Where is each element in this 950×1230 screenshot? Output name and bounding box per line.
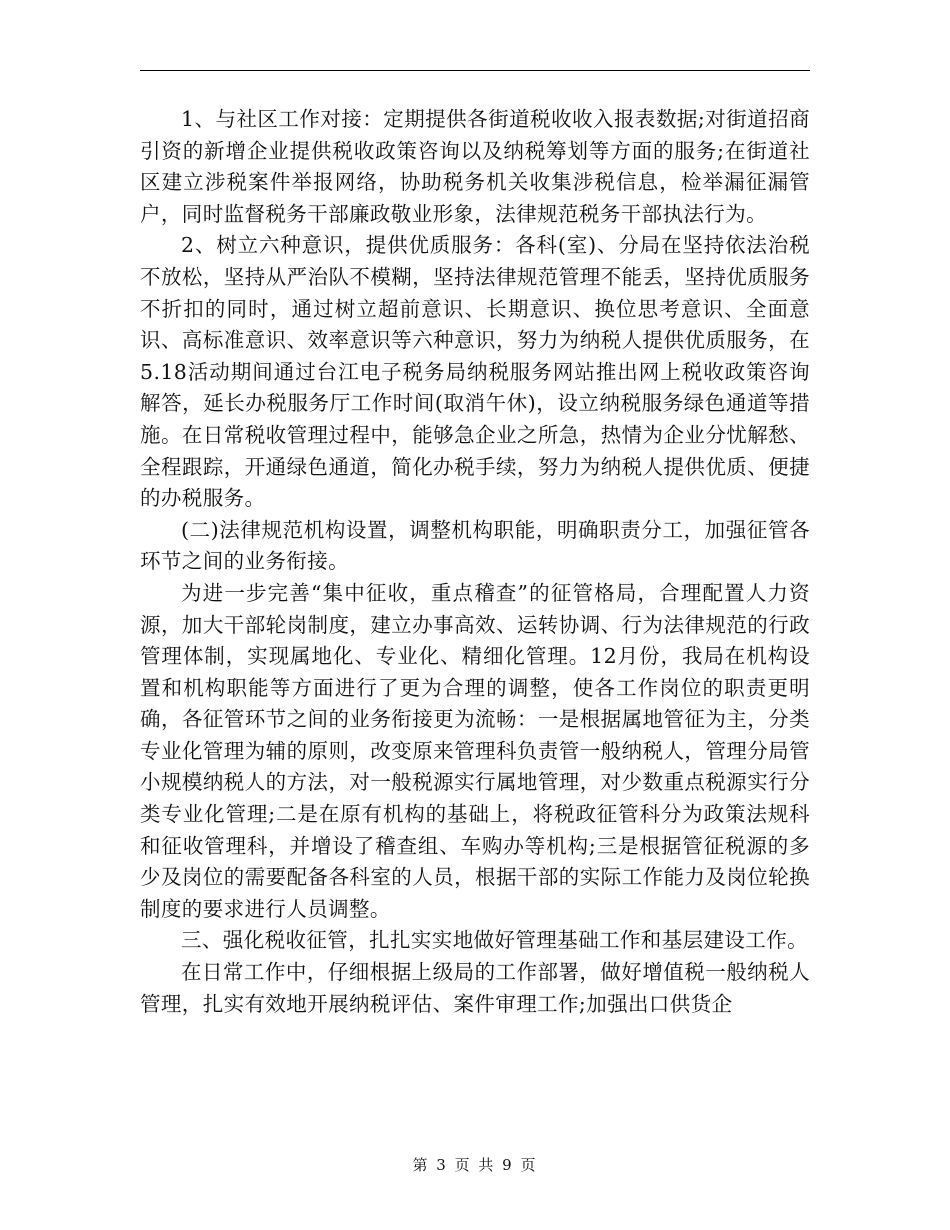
paragraph-section-three-heading: 三、强化税收征管，扎扎实实地做好管理基础工作和基层建设工作。 <box>181 928 808 953</box>
paragraph-community-liaison: 1、与社区工作对接：定期提供各街道税收收入报表数据;对街道招商引资的新增企业提供税收政策咨询以及纳税筹划等方面的服务;在街道社区建立涉税案件举报网络，协助税务机关收集涉税信息，检举漏征漏管户，同时监督税务干部廉政敬业形象，法律规范税务干部执法行为。 <box>140 107 810 226</box>
paragraph-section-two-heading: (二)法律规范机构设置，调整机构职能，明确职责分工，加强征管各环节之间的业务衔接。 <box>140 517 810 574</box>
header-rule <box>140 70 810 71</box>
paragraph-institution-adjustment: 为进一步完善“集中征收，重点稽查”的征管格局，合理配置人力资源，加大干部轮岗制度，建立办事高效、运转协调、行为法律规范的行政管理体制，实现属地化、专业化、精细化管理。12月份，我局在机构设置和机构职能等方面进行了更为合理的调整，使各工作岗位的职责更明确，各征管环节之间的业务衔接更为流畅：一是根据属地管征为主，分类专业化管理为辅的原则，改变原来管理科负责管一般纳税人，管理分局管小规模纳税人的方法，对一般税源实行属地管理，对少数重点税源实行分类专业化管理;二是在原有机构的基础上，将税政征管科分为政策法规科和征收管理科，并增设了稽查组、车购办等机构;三是根据管征税源的多少及岗位的需要配备各科室的人员，根据干部的实际工作能力及岗位轮换制度的要求进行人员调整。 <box>140 580 810 921</box>
document-body <box>140 104 810 1020</box>
paragraph-daily-work: 在日常工作中，仔细根据上级局的工作部署，做好增值税一般纳税人管理，扎实有效地开展纳税评估、案件审理工作;加强出口供货企 <box>140 960 810 1016</box>
page-number-footer: 第 3 页 共 9 页 <box>412 1156 538 1174</box>
paragraph-six-awareness: 2、树立六种意识，提供优质服务：各科(室)、分局在坚持依法治税不放松，坚持从严治队不模糊，坚持法律规范管理不能丢，坚持优质服务不折扣的同时，通过树立超前意识、长期意识、换位思考意识、全面意识、高标准意识、效率意识等六种意识，努力为纳税人提供优质服务，在5.18活动期间通过台江电子税务局纳税服务网站推出网上税收政策咨询解答，延长办税服务厅工作时间(取消午休)，设立纳税服务绿色通道等措施。在日常税收管理过程中，能够急企业之所急，热情为企业分忧解愁、全程跟踪，开通绿色通道，简化办税手续，努力为纳税人提供优质、便捷的办税服务。 <box>140 233 810 511</box>
